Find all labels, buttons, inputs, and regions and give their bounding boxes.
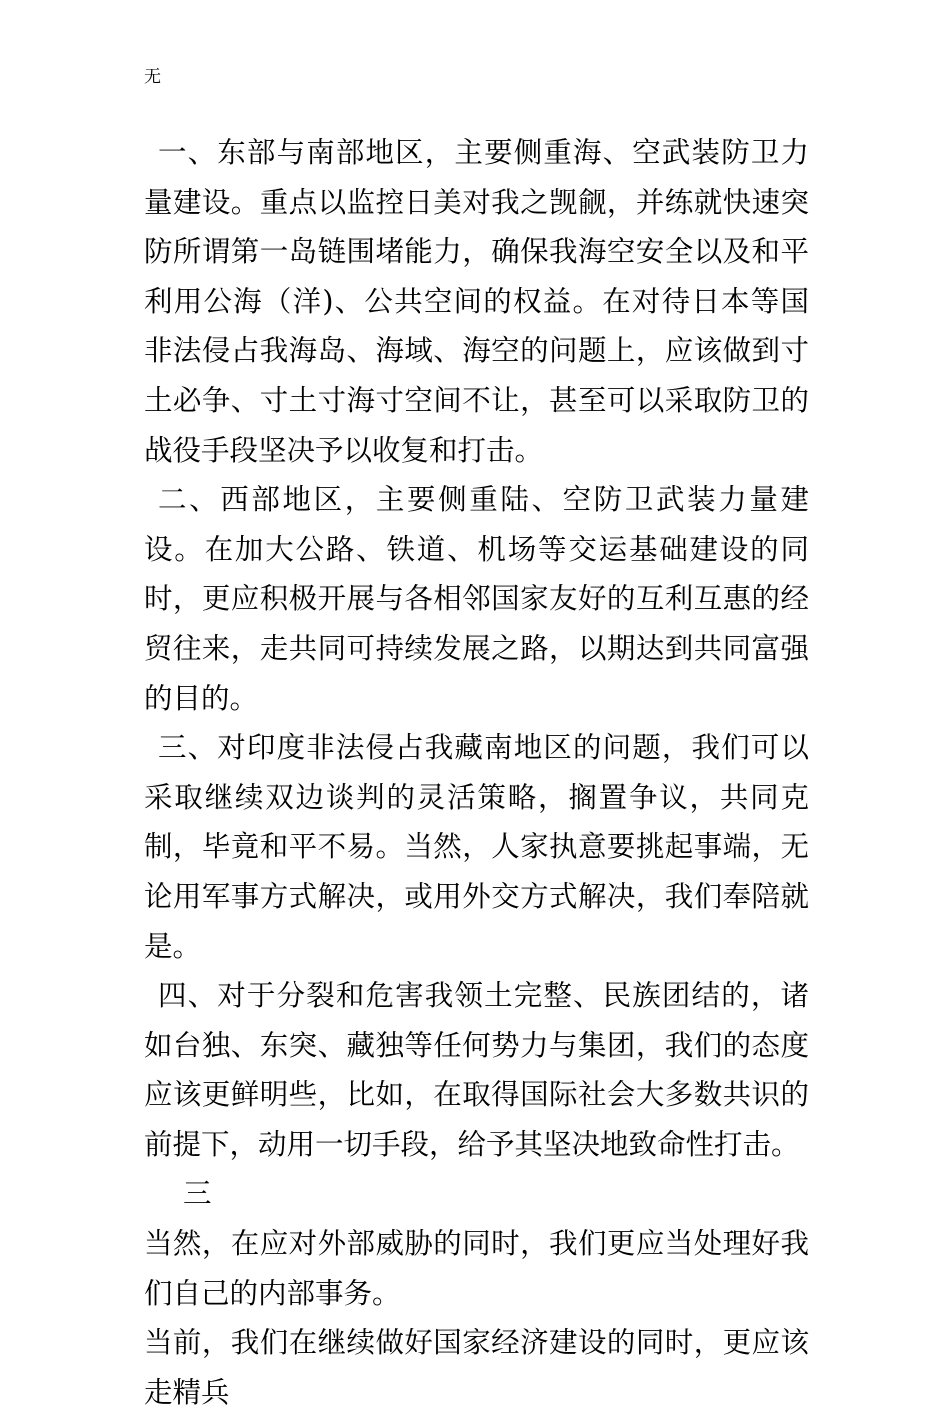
paragraph-india: 三、对印度非法侵占我藏南地区的问题，我们可以采取继续双边谈判的灵活策略，搁置争议，共同克制，毕竟和平不易。当然，人家执意要挑起事端，无论用军事方式解决，或用外交方式解决，我们奉陪就是。 xyxy=(144,731,809,963)
paragraph-separatism: 四、对于分裂和危害我领土完整、民族团结的，诸如台独、东突、藏独等任何势力与集团，我们的态度应该更鲜明些，比如，在取得国际社会大多数共识的前提下，动用一切手段，给予其坚决地致命性打击。 xyxy=(144,979,809,1161)
paragraph-east-south: 一、东部与南部地区，主要侧重海、空武装防卫力量建设。重点以监控日美对我之觊觎，并练就快速突防所谓第一岛链围堵能力，确保我海空安全以及和平利用公海（洋)、公共空间的权益。在对待日本等国非法侵占我海岛、海域、海空的问题上，应该做到寸土必争、寸土寸海寸空间不让，甚至可以采取防卫的战役手段坚决予以收复和打击。 xyxy=(144,136,809,467)
paragraph-current-tasks: 当前，我们在继续做好国家经济建设的同时，更应该走精兵 xyxy=(144,1326,809,1409)
page-header: 无 xyxy=(144,67,161,87)
section-heading: 三 xyxy=(183,1177,212,1211)
document-body xyxy=(144,128,809,1417)
paragraph-west: 二、西部地区，主要侧重陆、空防卫武装力量建设。在加大公路、铁道、机场等交运基础建设的同时，更应积极开展与各相邻国家友好的互利互惠的经贸往来，走共同可持续发展之路，以期达到共同富强的目的。 xyxy=(144,483,809,715)
paragraph-internal-affairs: 当然，在应对外部威胁的同时，我们更应当处理好我们自己的内部事务。 xyxy=(144,1227,809,1310)
